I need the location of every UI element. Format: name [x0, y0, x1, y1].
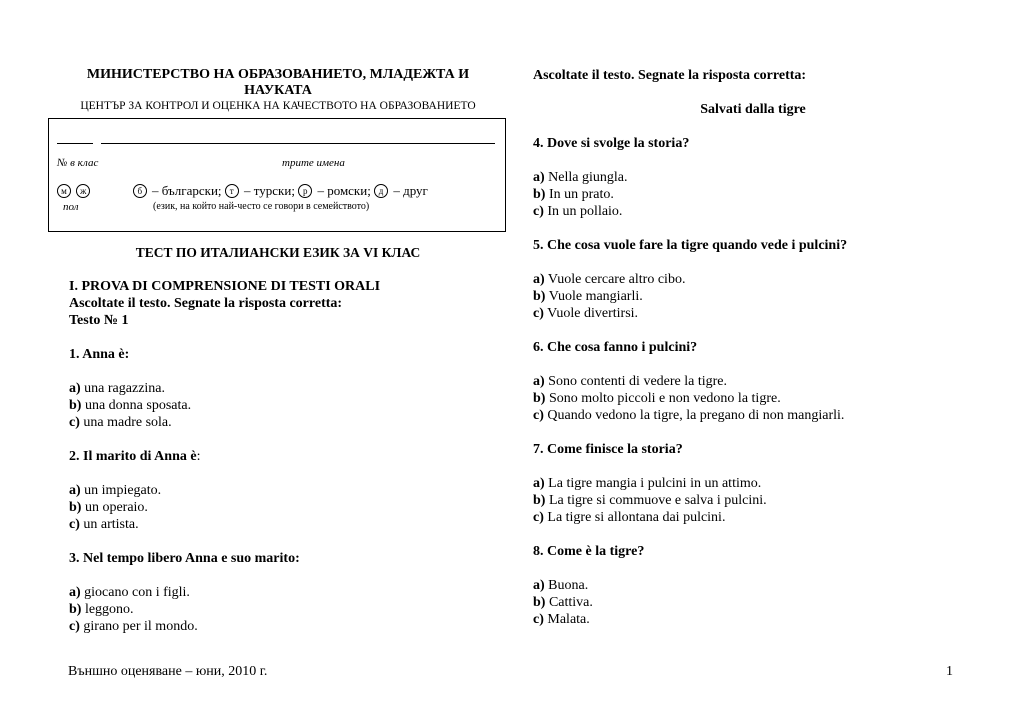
- option-text: La tigre mangia i pulcini in un attimo.: [544, 476, 762, 491]
- center-subtitle: ЦЕНТЪР ЗА КОНТРОЛ И ОЦЕНКА НА КАЧЕСТВОТО НА ОБРАЗОВАНИЕТО: [80, 100, 476, 112]
- option-text: Vuole divertirsi.: [543, 306, 639, 321]
- gender-label: пол: [63, 201, 79, 213]
- option-letter: a): [69, 381, 81, 396]
- option-letter: b): [533, 391, 546, 406]
- lang-other-label: – друг: [390, 183, 428, 198]
- class-number-line[interactable]: [57, 143, 93, 144]
- answer-option[interactable]: [69, 499, 508, 516]
- option-letter: b): [533, 187, 546, 202]
- right-question-list: [533, 118, 973, 628]
- section-header: [48, 278, 508, 329]
- answer-option[interactable]: [533, 390, 973, 407]
- option-text: In un prato.: [545, 187, 614, 202]
- option-text: Quando vedono la tigre, la pregano di non mangiarli.: [543, 408, 845, 423]
- option-text: una ragazzina.: [80, 381, 166, 396]
- full-name-label: трите имена: [282, 157, 345, 169]
- option-text: Vuole cercare altro cibo.: [544, 272, 686, 287]
- option-text: leggono.: [81, 602, 134, 617]
- question-text: [69, 448, 508, 465]
- option-text: Malata.: [543, 612, 590, 627]
- option-letter: c): [69, 619, 80, 634]
- answer-option[interactable]: [69, 516, 508, 533]
- question-label: 8. Come è la tigre?: [533, 544, 645, 559]
- answer-option[interactable]: [533, 271, 973, 288]
- question-label: 5. Che cosa vuole fare la tigre quando vede i pulcini?: [533, 238, 848, 253]
- answer-option[interactable]: [533, 186, 973, 203]
- option-letter: c): [69, 415, 80, 430]
- answer-option[interactable]: [533, 288, 973, 305]
- question-text: [533, 441, 973, 458]
- lang-turkish-option[interactable]: т: [225, 184, 239, 198]
- question-text: [533, 339, 973, 356]
- option-text: Buona.: [544, 578, 589, 593]
- testo-number: Testo № 1: [69, 313, 129, 328]
- selection-row: [57, 183, 428, 199]
- answer-option[interactable]: [533, 203, 973, 220]
- lang-other-option[interactable]: д: [374, 184, 388, 198]
- language-note: (език, на който най-често се говори в семейството): [153, 201, 370, 212]
- answer-option[interactable]: [533, 475, 973, 492]
- lang-turkish-label: – турски;: [240, 183, 299, 198]
- option-text: un artista.: [79, 517, 139, 532]
- option-text: Cattiva.: [545, 595, 593, 610]
- answer-option[interactable]: [69, 584, 508, 601]
- footer-text: Външно оценяване – юни, 2010 г.: [68, 664, 268, 679]
- answer-option[interactable]: [533, 305, 973, 322]
- question-label: 7. Come finisce la storia?: [533, 442, 683, 457]
- question-text: [69, 346, 508, 363]
- section-instruction: Ascoltate il testo. Segnate la risposta corretta:: [69, 296, 343, 311]
- option-letter: b): [533, 595, 546, 610]
- option-text: un operaio.: [81, 500, 148, 515]
- story-title: Salvati dalla tigre: [700, 102, 806, 117]
- answer-option[interactable]: [69, 380, 508, 397]
- option-text: La tigre si commuove e salva i pulcini.: [545, 493, 767, 508]
- gender-female-option[interactable]: ж: [76, 184, 90, 198]
- option-letter: a): [533, 170, 545, 185]
- question-label: 3. Nel tempo libero Anna e suo marito:: [69, 551, 300, 566]
- test-title: ТЕСТ ПО ИТАЛИАНСКИ ЕЗИК ЗА VI КЛАС: [135, 245, 421, 260]
- option-letter: c): [69, 517, 80, 532]
- question-label: 4. Dove si svolge la storia?: [533, 136, 690, 151]
- answer-option[interactable]: [533, 594, 973, 611]
- question-text: [69, 550, 508, 567]
- lang-bulgarian-option[interactable]: б: [133, 184, 147, 198]
- lang-roma-option[interactable]: р: [298, 184, 312, 198]
- question-text: [533, 135, 973, 152]
- option-text: una donna sposata.: [81, 398, 192, 413]
- gender-male-option[interactable]: м: [57, 184, 71, 198]
- answer-option[interactable]: [533, 509, 973, 526]
- option-letter: a): [69, 585, 81, 600]
- ministry-title: МИНИСТЕРСТВО НА ОБРАЗОВАНИЕТО, МЛАДЕЖТА И НАУКАТА: [86, 67, 470, 98]
- option-letter: b): [533, 493, 546, 508]
- question-text: [533, 543, 973, 560]
- answer-option[interactable]: [69, 414, 508, 431]
- option-text: un impiegato.: [80, 483, 162, 498]
- option-letter: b): [69, 398, 82, 413]
- right-instruction: Ascoltate il testo. Segnate la risposta corretta:: [533, 68, 807, 83]
- answer-option[interactable]: [533, 169, 973, 186]
- option-letter: a): [533, 476, 545, 491]
- option-letter: c): [533, 306, 544, 321]
- option-text: Sono molto piccoli e non vedono la tigre.: [545, 391, 781, 406]
- option-letter: c): [533, 204, 544, 219]
- option-text: Sono contenti di vedere la tigre.: [544, 374, 728, 389]
- class-number-label: № в клас: [57, 157, 99, 169]
- left-column: [48, 67, 508, 635]
- option-letter: a): [533, 578, 545, 593]
- option-letter: c): [533, 510, 544, 525]
- answer-option[interactable]: [69, 601, 508, 618]
- option-letter: b): [533, 289, 546, 304]
- answer-option[interactable]: [533, 577, 973, 594]
- full-name-line[interactable]: [101, 143, 495, 144]
- option-letter: c): [533, 612, 544, 627]
- option-letter: b): [69, 500, 82, 515]
- option-letter: a): [69, 483, 81, 498]
- lang-roma-label: – ромски;: [314, 183, 375, 198]
- option-text: girano per il mondo.: [79, 619, 198, 634]
- lang-bulgarian-label: – български;: [148, 183, 225, 198]
- option-text: La tigre si allontana dai pulcini.: [543, 510, 726, 525]
- answer-option[interactable]: [533, 407, 973, 424]
- question-text: [533, 237, 973, 254]
- answer-option[interactable]: [533, 373, 973, 390]
- option-text: In un pollaio.: [543, 204, 623, 219]
- answer-option[interactable]: [69, 618, 508, 635]
- question-label: 1. Anna è:: [69, 347, 130, 362]
- question-label: 2. Il marito di Anna è: [69, 449, 197, 464]
- answer-option[interactable]: [69, 397, 508, 414]
- option-letter: b): [69, 602, 82, 617]
- question-label: 6. Che cosa fanno i pulcini?: [533, 340, 698, 355]
- question-suffix: :: [196, 449, 201, 464]
- answer-option[interactable]: [69, 482, 508, 499]
- option-letter: a): [533, 374, 545, 389]
- option-text: Vuole mangiarli.: [545, 289, 643, 304]
- answer-option[interactable]: [533, 492, 973, 509]
- section-title: I. PROVA DI COMPRENSIONE DI TESTI ORALI: [69, 279, 381, 294]
- student-info-box: [48, 118, 506, 232]
- left-question-list: [48, 329, 508, 635]
- page-number: 1: [946, 664, 953, 679]
- right-column: [533, 67, 973, 628]
- option-letter: a): [533, 272, 545, 287]
- option-text: giocano con i figli.: [80, 585, 190, 600]
- option-text: una madre sola.: [79, 415, 172, 430]
- answer-option[interactable]: [533, 611, 973, 628]
- option-text: Nella giungla.: [544, 170, 628, 185]
- option-letter: c): [533, 408, 544, 423]
